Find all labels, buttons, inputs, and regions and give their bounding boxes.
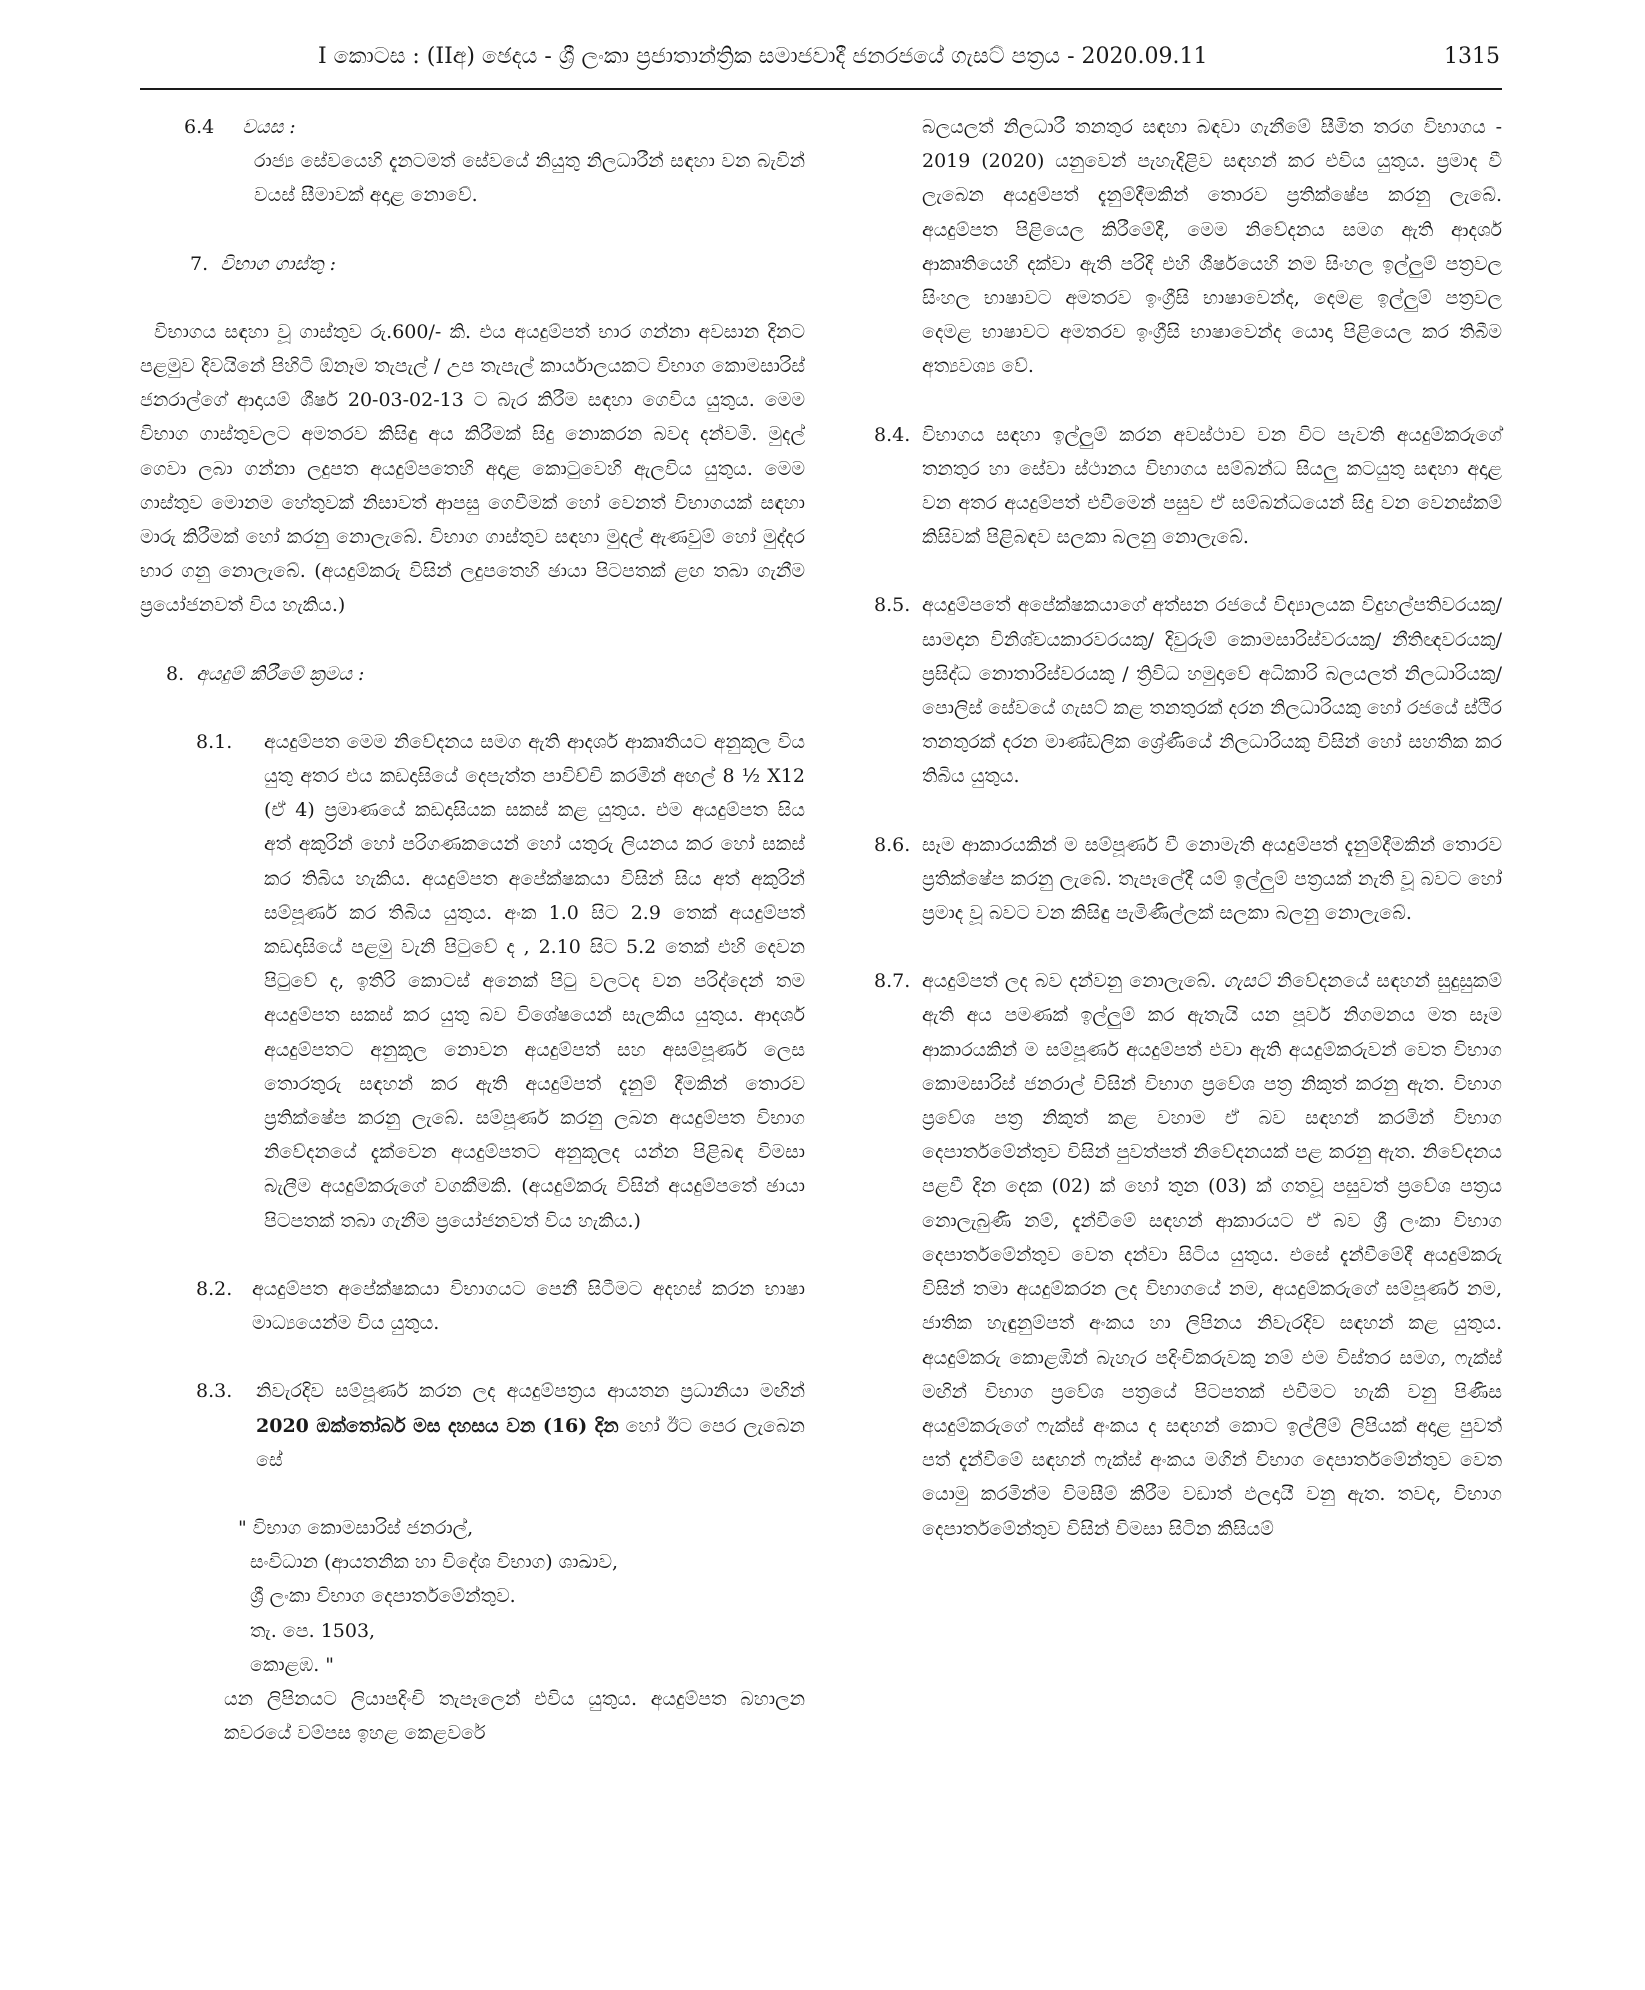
address-line: කොළඹ. " bbox=[250, 1653, 335, 1676]
section-8-6 bbox=[874, 828, 1502, 931]
address-line: තැ. පෙ. 1503, bbox=[250, 1619, 376, 1642]
gazette-word: ගැසට් bbox=[1223, 970, 1270, 993]
section-text: රාජ්‍ය සේවයෙහි දැනටමත් සේවයේ නියුතු නිලධාරීන් සඳහා වන බැවින් වයස් සීමාවක් අදාළ නොවේ. bbox=[254, 150, 805, 207]
section-number: 8.5. bbox=[874, 594, 911, 617]
section-text bbox=[922, 964, 1502, 1545]
section-7-text: විභාගය සඳහා වූ ගාස්තුව රු.600/- කි. එය අයදුම්පත් භාර ගන්නා අවසාන දිනට පළමුව දිවයිනේ පිහිටි ඕනෑම තැපැල් / උප තැපැල් කාර්යාලයකට විභාග කොමසාරිස් ජනරාල්ගේ ආදායම් ශීර්ෂ 20-03-02-13 ට බැර කිරීම සඳහා ගෙවිය යුතුය. මෙම විභාග ගාස්තුවලට අමතරව කිසිඳු අය කිරීමක් සිදු නොකරන බවද දන්වමි. මුදල් ගෙවා ලබා ගන්නා ලදුපත අයදුම්පතෙහි අදාළ කොටුවෙහි ඇලවිය යුතුය. මෙම ගාස්තුව මොනම හේතුවක් නිසාවත් ආපසු ගෙවීමක් හෝ වෙනත් විභාගයක් සඳහා මාරු කිරීමක් හෝ කරනු නොලැබේ. විභාග ගාස්තුව සඳහා මුදල් ඇණවුම් හෝ මුද්දර භාර ගනු නොලැබේ. (අයදුම්කරු විසින් ලදුපතෙහි ඡායා පිටපතක් ළඟ තබා ගැනීම ප්‍රයෝජනවත් විය හැකිය.) bbox=[140, 320, 805, 617]
section-number: 8.6. bbox=[874, 833, 911, 856]
address-line: සංවිධාන (ආයතනික හා විදේශ විභාග) ශාඛාව, bbox=[250, 1551, 619, 1574]
section-heading: අයදුම් කිරීමේ ක්‍රමය : bbox=[196, 662, 365, 685]
section-number: 8.2. bbox=[196, 1277, 233, 1300]
page-header bbox=[140, 40, 1500, 86]
section-number: 8. bbox=[166, 662, 185, 685]
section-heading: වයස : bbox=[242, 116, 296, 138]
section-6-4 bbox=[140, 110, 805, 213]
section-text-part: නිවැරදිව සම්පූර්ණ කරන ලද අයදුම්පත්‍රය ආයතන ප්‍රධානියා මඟින් bbox=[256, 1380, 805, 1403]
section-number: 8.3. bbox=[196, 1380, 233, 1403]
section-number: 7. bbox=[190, 252, 209, 275]
section-8-2 bbox=[140, 1272, 805, 1340]
section-text-part: හෝ ඊට පෙර ලැබෙන සේ bbox=[256, 1414, 805, 1471]
section-text-part: අයදුම්පත් ලද බව දන්වනු නොලැබේ. bbox=[922, 970, 1224, 993]
left-column bbox=[140, 110, 805, 1750]
section-number: 8.7. bbox=[874, 970, 911, 993]
header-rule bbox=[140, 88, 1502, 90]
gazette-title: I කොටස : (IIඅ) ඡෙදය - ශ්‍රී ලංකා ප්‍රජාතාන්ත්‍රික සමාජවාදී ජනරජයේ ගැසට් පත්‍රය - 2020.09.11 bbox=[318, 44, 1208, 69]
section-8-3 bbox=[140, 1374, 805, 1477]
section-text-part: නිවේදනයේ සඳහන් සුදුසුකම් ඇති අය පමණක් ඉල්ලුම් කර ඇතැයි යන පූර්ව නිගමනය මත සෑම ආකාරයකින් ම සම්පූර්ණ අයදුම්පත් එවා ඇති අයදුම්කරුවන් වෙත විභාග කොමසාරිස් ජනරාල් විසින් විභාග ප්‍රවේශ පත්‍ර නිකුත් කරනු ඇත. විභාග ප්‍රවේශ පත්‍ර නිකුත් කළ වහාම ඒ බව සඳහන් කරමින් විභාග දෙපාර්තමේන්තුව විසින් පුවත්පත් නිවේදනයක් පළ කරනු ඇත. නිවේදනය පළවී දින දෙක (02) ක් හෝ තුන (03) ක් ගතවූ පසුවත් ප්‍රවේශ පත්‍රය නොලැබුණි නම්, දැන්වීමේ සඳහන් ආකාරයට ඒ බව ශ්‍රී ලංකා විභාග දෙපාර්තමේන්තුව වෙත දන්වා සිටිය යුතුය. එසේ දැන්වීමේදී අයදුම්කරු විසින් තමා අයදුම්කරන ලද විභාගයේ නම, අයදුම්කරුගේ සම්පූර්ණ නම, ජාතික හැඳුනුම්පත් අංකය හා ලිපිනය නිවැරදිව සඳහන් කළ යුතුය. අයදුම්කරු කොළඹින් බැහැර පදිංචිකරුවකු නම් එම විස්තර සමග, ෆැක්ස් මඟින් විභාග ප්‍රවේශ පත්‍රයේ පිටපතක් එවීමට හැකි වනු පිණිස අයදුම්කරුගේ ෆැක්ස් අංකය ද සඳහන් කොට ඉල්ලීම් ලිපියක් අදාළ පුවත් පත් දැන්වීමේ සඳහන් ෆැක්ස් අංකය මගින් විභාග දෙපාර්තමේන්තුව වෙත යොමු කරමින්ම විමසීම් කිරීම වඩාත් ඵලදායී වනු ඇත. තවද, විභාග දෙපාර්තමේන්තුව විසින් විමසා සිටින කිසියම් bbox=[922, 970, 1502, 1540]
section-text: අයදුම්පතේ අපේක්ෂකයාගේ අත්සන රජයේ විද්‍යාලයක විදුහල්පතිවරයකු/ සාමදාන විනිශ්චයකාරවරයකු/ දිවුරුම් කොමසාරිස්වරයකු/ නීතිඥවරයකු/ ප්‍රසිද්ධ නොතාරිස්වරයකු / ත්‍රිවිධ හමුදාවේ අධිකාරි බලයලත් නිලධාරියකු/ පොලිස් සේවයේ ගැසට් කළ තනතුරක් දරන නිලධාරියකු හෝ රජයේ ස්ථිර තනතුරක් දරන මාණ්ඩලික ශ්‍රේණියේ නිලධාරියකු විසින් හෝ සහතික කර තිබිය යුතුය. bbox=[922, 594, 1502, 788]
section-8-3-tail: යන ලිපිනයට ලියාපදිංචි තැපෑලෙන් එවිය යුතුය. අයදුම්පත බහාලන කවරයේ වම්පස ඉහළ කෙළවරේ bbox=[224, 1687, 805, 1745]
section-number: 8.1. bbox=[196, 730, 233, 753]
section-number: 8.4. bbox=[874, 423, 911, 446]
section-text: අයදුම්පත අපේක්ෂකයා විභාගයට පෙනී සිටීමට අදහස් කරන භාෂා මාධ්‍යයෙන්ම විය යුතුය. bbox=[252, 1277, 805, 1335]
section-8-1 bbox=[140, 725, 805, 1238]
section-text bbox=[256, 1374, 805, 1477]
address-line: " විභාග කොමසාරිස් ජනරාල්, bbox=[238, 1516, 474, 1539]
section-text: අයදුම්පත මෙම නිවේදනය සමග ඇති ආදර්ශ ආකෘතියට අනුකූල විය යුතු අතර එය කඩදාසියේ දෙපැත්ත පාවිච්චි කරමින් අඟල් 8 ½ X12 (ඒ 4) ප්‍රමාණයේ කඩදාසියක සකස් කළ යුතුය. එම අයදුම්පත සිය අත් අකුරින් හෝ පරිගණකයෙන් හෝ යතුරු ලියනය කර හෝ සකස් කර තිබිය හැකිය. අයදුම්පත අපේක්ෂකයා විසින් සිය අත් අකුරින් සම්පූර්ණ කර තිබිය යුතුය. අංක 1.0 සිට 2.9 තෙක් අයදුම්පත් කඩදාසියේ පළමු වැනි පිටුවේ ද , 2.10 සිට 5.2 තෙක් එහි දෙවන පිටුවේ ද, ඉතිරි කොටස් අනෙක් පිටු වලටද වන පරිද්දෙන් තම අයදුම්පත සකස් කර යුතු බව විශේෂයෙන් සැලකිය යුතුය. ආදර්ශ අයදුම්පතට අනුකූල නොවන අයදුම්පත් සහ අසම්පූර්ණ ලෙස තොරතුරු සඳහන් කර ඇති අයදුම්පත් දැනුම් දීමකින් තොරව ප්‍රතික්ෂේප කරනු ලැබේ. සම්පූර්ණ කරනු ලබන අයදුම්පත විභාග නිවේදනයේ දැක්වෙන අයදුම්පතට අනුකූලද යන්න පිළිබඳ විමසා බැලීම අයදුම්කරුගේ වගකීමකි. (අයදුම්කරු විසින් අයදුම්පතේ ඡායා පිටපතක් තබා ගැනීම ප්‍රයෝජනවත් විය හැකිය.) bbox=[264, 730, 805, 1232]
section-number: 6.4 bbox=[184, 116, 215, 138]
right-column bbox=[874, 110, 1502, 1546]
section-text: සෑම ආකාරයකින් ම සම්පූර්ණ වී නොමැති අයදුම්පත් දැනුම්දීමකින් තොරව ප්‍රතික්ෂේප කරනු ලැබේ. තැපෑලේදී යම් ඉල්ලුම් පත්‍රයක් නැති වූ බවට හෝ ප්‍රමාද වූ බවට වන කිසිඳු පැමිණිල්ලක් සලකා බලනු නොලැබේ. bbox=[922, 833, 1502, 925]
section-heading: විභාග ගාස්තු : bbox=[220, 252, 337, 275]
address-block bbox=[140, 1511, 805, 1682]
section-text: විභාගය සඳහා ඉල්ලුම් කරන අවස්ථාව වන විට පැවති අයදුම්කරුගේ තනතුර හා සේවා ස්ථානය විභාගය සම්බන්ධ සියලු කටයුතු සඳහා අදාළ වන අතර අයදුම්පත් එවීමෙන් පසුව ඒ සම්බන්ධයෙන් සිදු වන වෙනස්කම් කිසිවක් පිළිබඳව සලකා බලනු නොලැබේ. bbox=[922, 423, 1502, 549]
page-number: 1315 bbox=[1444, 44, 1500, 69]
continued-text: බලයලත් නිලධාරී තනතුර සඳහා බඳවා ගැනීමේ සීමිත තරග විභාගය - 2019 (2020) යනුවෙන් පැහැදිළිව සඳහන් කර එවිය යුතුය. ප්‍රමාද වී ලැබෙන අයදුම්පත් දැනුම්දීමකින් තොරව ප්‍රතික්ෂේප කරනු ලැබේ. අයදුම්පත පිළියෙල කිරීමේදී, මෙම නිවේදනය සමග ඇති ආදර්ශ ආකෘතියෙහි දක්වා ඇති පරිදි එහි ශීර්ෂයෙහි නම සිංහල ඉල්ලුම් පත්‍රවල සිංහල භාෂාවට අමතරව ඉංග්‍රීසි භාෂාවෙන්ද, දෙමළ ඉල්ලුම් පත්‍රවල දෙමළ භාෂාවට අමතරව ඉංග්‍රීසි භාෂාවෙන්ද යොදා පිළියෙල කර තිබීම අත්‍යවශ්‍ය වේ. bbox=[922, 116, 1502, 378]
deadline-date: 2020 ඔක්තෝබර් මස දහසය වන (16) දින bbox=[256, 1414, 619, 1437]
section-8-7 bbox=[874, 964, 1502, 1545]
section-8 bbox=[140, 657, 805, 691]
address-line: ශ්‍රී ලංකා විභාග දෙපාර්තමේන්තුව. bbox=[250, 1585, 516, 1608]
section-8-5 bbox=[874, 588, 1502, 793]
section-7 bbox=[140, 247, 805, 281]
section-8-4 bbox=[874, 418, 1502, 555]
